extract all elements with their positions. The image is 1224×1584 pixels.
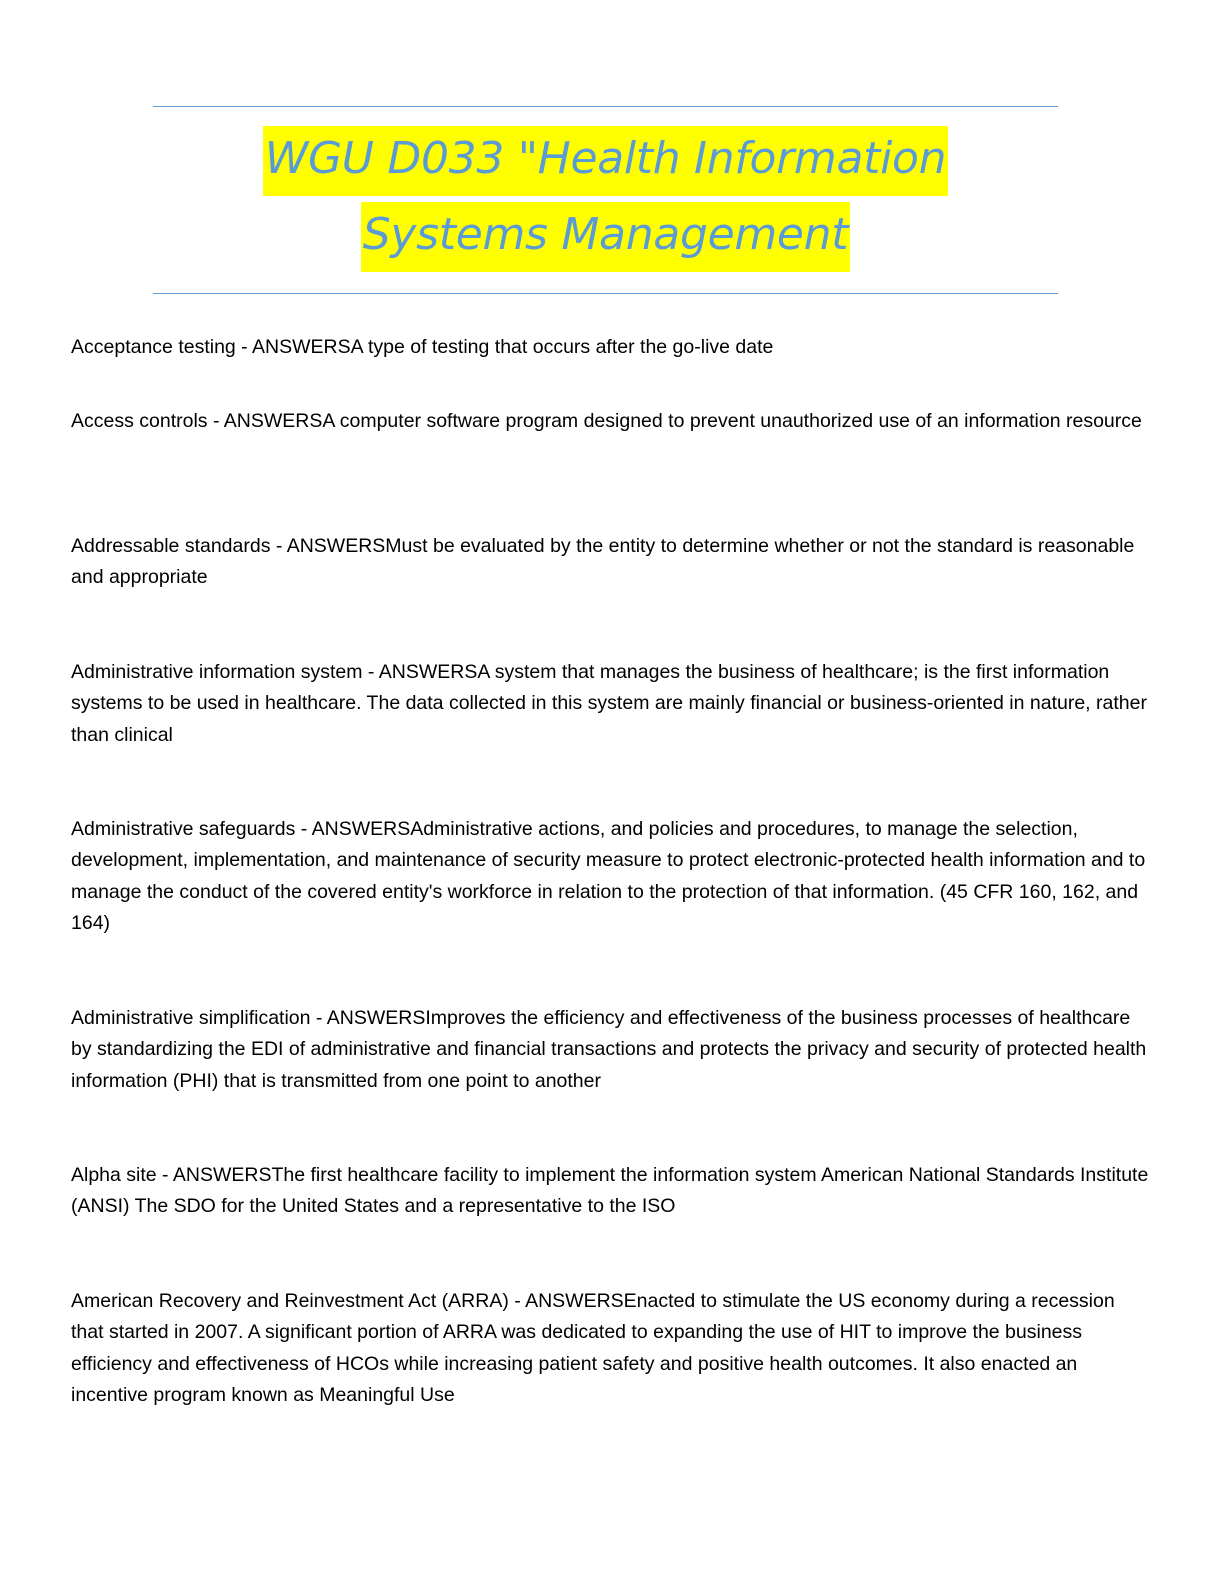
page-title: [153, 126, 1058, 272]
glossary-entry-addressable-standards: Addressable standards - ANSWERSMust be evaluated by the entity to determine whether or not the standard is reasonable and appropriate: [71, 535, 1135, 589]
glossary-entry-access-controls: Access controls - ANSWERSA computer software program designed to prevent unauthorized use of an information resource: [71, 410, 1142, 432]
glossary-entry-administrative-safeguards: Administrative safeguards - ANSWERSAdministrative actions, and policies and procedures, to manage the selection, development, implementation, and maintenance of security measure to protect electronic-protected health information and to manage the conduct of the covered entity's workforce in relation to the protection of that information. (45 CFR 160, 162, and 164): [71, 818, 1146, 934]
glossary-entry-administrative-simplification: Administrative simplification - ANSWERSImproves the efficiency and effectiveness of the business processes of healthcare by standardizing the EDI of administrative and financial transactions and protects the privacy and security of protected health information (PHI) that is transmitted from one point to another: [71, 1007, 1147, 1092]
title-line-1: WGU D033 "Health Information: [263, 126, 948, 196]
glossary-entry-arra: American Recovery and Reinvestment Act (ARRA) - ANSWERSEnacted to stimulate the US economy during a recession that started in 2007. A significant portion of ARRA was dedicated to expanding the use of HIT to improve the business efficiency and effectiveness of HCOs while increasing patient safety and positive health outcomes. It also enacted an incentive program known as Meaningful Use: [71, 1290, 1115, 1406]
glossary-entry-administrative-information-system: Administrative information system - ANSWERSA system that manages the business of healthcare; is the first information systems to be used in healthcare. The data collected in this system are mainly financial or business-oriented in nature, rather than clinical: [71, 661, 1147, 746]
title-top-rule: [153, 106, 1058, 107]
glossary-entry-alpha-site: Alpha site - ANSWERSThe first healthcare facility to implement the information system American National Standards Institute (ANSI) The SDO for the United States and a representative to the ISO: [71, 1164, 1149, 1218]
title-bottom-rule: [153, 293, 1058, 294]
glossary-entry-acceptance-testing: Acceptance testing - ANSWERSA type of testing that occurs after the go-live date: [71, 336, 774, 358]
title-line-2: Systems Management: [361, 202, 850, 272]
